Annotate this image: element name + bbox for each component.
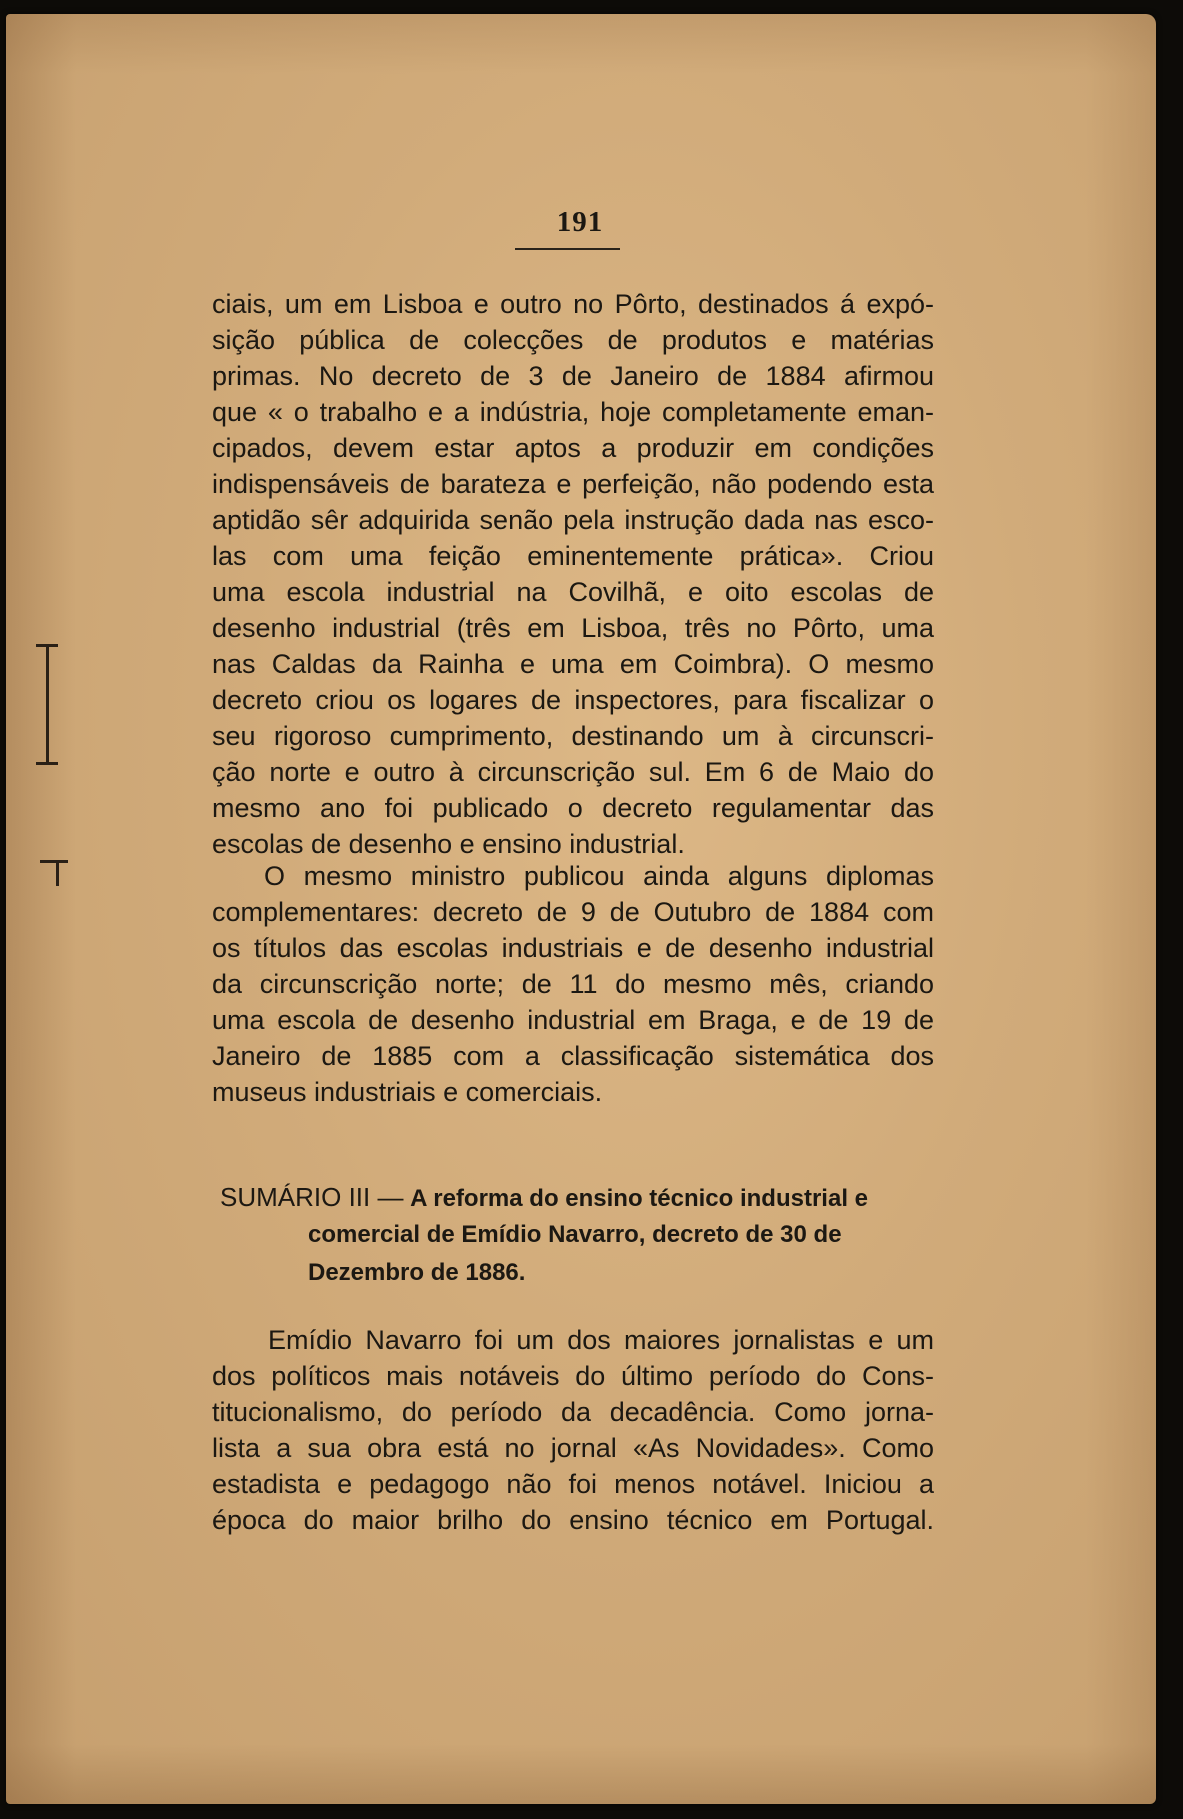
text-line: primas. No decreto de 3 de Janeiro de 1884 afirmou (212, 361, 934, 391)
page-number: 191 (556, 206, 604, 238)
text-line: mesmo ano foi publicado o decreto regulamentar das (212, 793, 934, 823)
text-line: lista a sua obra está no jornal «As Novidades». Como (212, 1433, 934, 1463)
text-line: que « o trabalho e a indústria, hoje completamente eman- (212, 397, 934, 427)
paragraph-3 (212, 1322, 934, 1538)
text-line: dos políticos mais notáveis do último período do Cons- (212, 1361, 934, 1391)
text-line: da circunscrição norte; de 11 do mesmo mês, criando (212, 969, 934, 999)
summary-line: comercial de Emídio Navarro, decreto de 30 de (308, 1221, 842, 1248)
margin-mark (46, 644, 49, 764)
margin-mark (56, 860, 59, 886)
text-line: Emídio Navarro foi um dos maiores jornalistas e um (268, 1325, 934, 1355)
text-line: las com uma feição eminentemente prática». Criou (212, 541, 934, 571)
text-line: complementares: decreto de 9 de Outubro de 1884 com (212, 897, 934, 927)
text-line: indispensáveis de barateza e perfeição, não podendo esta (212, 469, 934, 499)
text-line: os títulos das escolas industriais e de desenho industrial (212, 933, 934, 963)
margin-mark (40, 860, 68, 863)
text-line: estadista e pedagogo não foi menos notável. Iniciou a (212, 1469, 934, 1499)
summary-label: SUMÁRIO III — (220, 1182, 404, 1212)
text-line: uma escola industrial na Covilhã, e oito escolas de (212, 577, 934, 607)
page-number-rule (515, 248, 620, 250)
text-line: sição pública de colecções de produtos e matérias (212, 325, 934, 355)
text-line: decreto criou os logares de inspectores, para fiscalizar o (212, 685, 934, 715)
text-line: seu rigoroso cumprimento, destinando um à circunscri- (212, 721, 934, 751)
paragraph-1 (212, 286, 934, 862)
text-line: uma escola de desenho industrial em Braga, e de 19 de (212, 1005, 934, 1035)
text-line: época do maior brilho do ensino técnico em Portugal. (212, 1505, 934, 1535)
text-line: ciais, um em Lisboa e outro no Pôrto, destinados á expó- (212, 289, 934, 319)
text-line: nas Caldas da Rainha e uma em Coimbra). O mesmo (212, 649, 934, 679)
text-line: titucionalismo, do período da decadência. Como jorna- (212, 1397, 934, 1427)
text-line: cipados, devem estar aptos a produzir em condições (212, 433, 934, 463)
text-line: O mesmo ministro publicou ainda alguns diplomas (264, 861, 934, 891)
paragraph-2 (212, 858, 934, 1110)
text-line: escolas de desenho e ensino industrial. (212, 829, 685, 859)
text-line: museus industriais e comerciais. (212, 1077, 603, 1107)
text-line: ção norte e outro à circunscrição sul. Em 6 de Maio do (212, 757, 934, 787)
text-line: aptidão sêr adquirida senão pela instrução dada nas esco- (212, 505, 934, 535)
text-line: Janeiro de 1885 com a classificação sistemática dos (212, 1041, 934, 1071)
margin-mark (36, 762, 58, 765)
summary-line: A reforma do ensino técnico industrial e (410, 1185, 869, 1212)
summary-heading (220, 1178, 934, 1292)
text-line: desenho industrial (três em Lisboa, três no Pôrto, uma (212, 613, 934, 643)
summary-line: Dezembro de 1886. (308, 1259, 526, 1286)
